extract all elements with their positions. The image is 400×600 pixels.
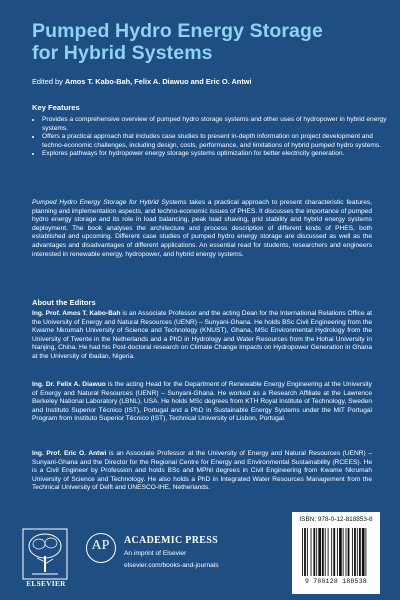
- about-editors-heading: About the Editors: [32, 298, 96, 307]
- publisher-name: ACADEMIC PRESS: [124, 535, 218, 546]
- book-description: [32, 199, 372, 259]
- barcode-bar: [357, 528, 358, 576]
- editor-name: Ing. Prof. Eric O. Antwi: [32, 450, 107, 457]
- editor-bio-text: is an Associate Professor and the acting Dean for the International Relations Office at the University of Energy and Natural Resources (UENR) – Sunyani-Ghana. He holds BSc Civil Engineering from the Kwame Nkrumah University of Science and Technology (KNUST), Ghana, MSc Environmental Hydrology from the University of Twente in the Netherlands and a PhD in Hydrology and Water Resources from the Hohai University in Nanjing, China. He had his Post-doctoral research on Climate Change Impacts on Hydropower Generation in Ghana at the University of Ibadan, Nigeria.: [32, 310, 373, 360]
- academic-press-logo-icon: [86, 533, 116, 563]
- barcode-bar: [343, 528, 344, 576]
- barcode-bar: [339, 528, 342, 576]
- key-features-heading: Key Features: [32, 103, 80, 112]
- barcode-bar: [313, 528, 315, 576]
- editor-name: Ing. Dr. Felix A. Diawuo: [32, 381, 106, 388]
- barcode-bar: [354, 528, 356, 576]
- publisher-url: elsevier.com/books-and-journals: [124, 562, 219, 569]
- barcode-bar: [304, 528, 306, 576]
- barcode-number: 9 780128 188538: [304, 578, 368, 585]
- editor-bio-text: is an Associate Professor at the University of Energy and Natural Resources (UENR) – Sunyani-Ghana and the Director for the Regional Centre for Energy and Environmental Sustainability (RCEES). He is a Civil Engineer by Profession and holds BSc and MPhil degrees in Civil Engineering from Kwame Nkrumah University of Science and Technology. He also holds a PhD in Integrated Water Resources Management from the Technical University of Delft and UNESCO-IHE, Netherlands.: [32, 450, 372, 492]
- barcode-icon: [302, 528, 370, 576]
- barcode-bar: [337, 528, 338, 576]
- book-title: [32, 20, 382, 64]
- elsevier-label: ELSEVIER: [26, 580, 66, 588]
- barcode-bar: [307, 528, 308, 576]
- editor-name: Ing. Prof. Amos T. Kabo-Bah: [32, 310, 121, 317]
- key-feature-item: • Provides a comprehensive overview of pumped hydro storage systems and other uses of hydropower in hybrid energy systems.: [42, 116, 387, 133]
- barcode-bar: [365, 528, 366, 576]
- editor-bio-antwi: [32, 450, 372, 493]
- editor-bio-diawuo: [32, 381, 372, 424]
- barcode-bar: [333, 528, 335, 576]
- editors-names: Amos T. Kabo-Bah, Felix A. Diawuo and Eric O. Antwi: [64, 77, 252, 86]
- editors-line: [32, 77, 382, 87]
- barcode-bar: [322, 528, 324, 576]
- barcode-bar: [325, 528, 326, 576]
- title-line-2: for Hybrid Systems: [32, 42, 213, 64]
- publisher-imprint: An imprint of Elsevier: [124, 550, 187, 557]
- elsevier-tree-logo-icon: [22, 528, 68, 580]
- barcode-bar: [302, 528, 303, 576]
- barcode-bar: [316, 528, 317, 576]
- barcode-bar: [359, 528, 361, 576]
- key-feature-item: • Explores pathways for hydropower energy storage systems optimization for better electricity generation.: [42, 150, 387, 159]
- barcode-bar: [328, 528, 329, 576]
- editors-prefix: Edited by: [32, 77, 65, 86]
- barcode-bar: [311, 528, 312, 576]
- isbn: ISBN: 978-0-12-818853-8: [299, 516, 373, 523]
- barcode-bar: [346, 528, 347, 576]
- key-features-list: [32, 116, 387, 159]
- barcode-box: [292, 512, 380, 594]
- barcode-bar: [362, 528, 365, 576]
- barcode-bar: [348, 528, 350, 576]
- barcode-bar: [331, 528, 332, 576]
- barcode-bar: [352, 528, 353, 576]
- title-line-1: Pumped Hydro Energy Storage: [32, 20, 323, 42]
- barcode-bar: [318, 528, 321, 576]
- description-book-title: Pumped Hydro Energy Storage for Hybrid Systems: [32, 199, 187, 206]
- description-body: takes a practical approach to present characteristic features, planning and implementation aspects, and techno-economic issues of PHES. It discusses the importance of pumped hydro energy storage and its role in load balancing, peak load shaving, grid stability and hybrid energy systems deployment. The book analyses the architecture and process description of different kinds of PHES, both established and upcoming. Different case studies of pumped hydro energy storage are discussed as well as the advantages and disadvantages of different applications. An essential read for students, researchers and engineers interested in renewable energy, hydropower, and hybrid energy systems.: [32, 199, 372, 258]
- ap-letters: AP: [91, 538, 110, 553]
- key-feature-item: • Offers a practical approach that includes case studies to present in-depth information on project development and techno-economic challenges, including design, costs, performance, and limitations of hybrid pumped hydro systems.: [42, 133, 387, 150]
- editor-bio-text: is the acting Head for the Department of Renewable Energy Engineering at the University of Energy and Natural Resources (UENR) – Sunyani-Ghana. He worked as a Research Affiliate at the Lawrence Berkeley National Laboratory (LBNL), USA. He holds MSc degrees from KTH Royal Institute of Technology, Sweden and Instituto Superior Técnico (IST), Portugal and a PhD in Sustainable Energy Systems under the MIT Portugal Program from Instituto Superior Técnico (IST), Technical University of Lisbon, Portugal.: [32, 381, 372, 423]
- editor-bio-kabo-bah: [32, 310, 372, 362]
